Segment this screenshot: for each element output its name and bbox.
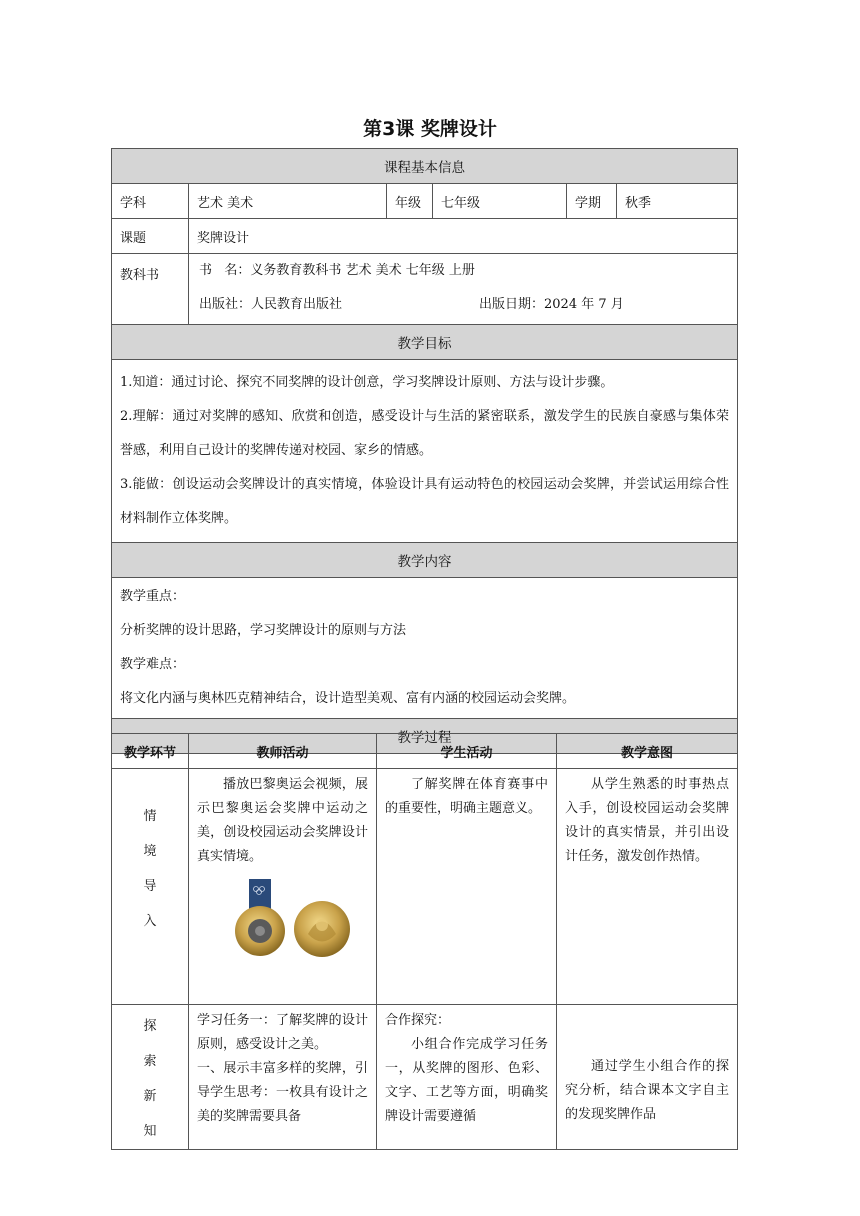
teacher-activity-intro [189, 769, 377, 1005]
stage-char: 入 [143, 914, 157, 929]
col-header-student: 学生活动 [377, 734, 557, 769]
student-activity-intro [377, 769, 557, 1005]
grade-value: 七年级 [433, 184, 567, 219]
key-points-label: 教学重点： [120, 589, 186, 604]
subject-label: 学科 [112, 184, 189, 219]
process-table [111, 733, 738, 1150]
student-label: 合作探究： [385, 1013, 451, 1028]
term-value: 秋季 [617, 184, 738, 219]
stage-char: 情 [143, 809, 157, 824]
grade-label: 年级 [387, 184, 433, 219]
book-title: 书 名：义务教育教科书 艺术 美术 七年级 上册 [199, 263, 475, 278]
teacher-text: 播放巴黎奥运会视频，展示巴黎奥运会奖牌中运动之美，创设校园运动会奖牌设计真实情境。 [197, 777, 368, 864]
difficulty-label: 教学难点： [120, 657, 186, 672]
stage-char: 新 [143, 1089, 157, 1104]
intent-text: 通过学生小组合作的探究分析，结合课本文字自主的发现奖牌作品 [565, 1059, 729, 1122]
page-title: 第3课 奖牌设计 [363, 118, 497, 140]
subject-value: 艺术 美术 [189, 184, 387, 219]
student-text: 了解奖牌在体育赛事中的重要性，明确主题意义。 [385, 777, 548, 816]
stage-char: 探 [143, 1019, 157, 1034]
lesson-plan-table [111, 148, 738, 754]
section-objectives: 教学目标 [112, 325, 738, 360]
teacher-task: 学习任务一：了解奖牌的设计原则，感受设计之美。 [197, 1013, 368, 1052]
col-header-stage: 教学环节 [112, 734, 189, 769]
intent-explore [557, 1005, 738, 1150]
student-text: 小组合作完成学习任务一，从奖牌的图形、色彩、文字、工艺等方面，明确奖牌设计需要遵循 [385, 1037, 548, 1124]
col-header-intent: 教学意图 [557, 734, 738, 769]
term-label: 学期 [567, 184, 617, 219]
section-content: 教学内容 [112, 543, 738, 578]
stage-char: 境 [143, 844, 157, 859]
stage-char: 索 [143, 1054, 157, 1069]
content-body [112, 578, 738, 719]
publisher: 出版社：人民教育出版社 [199, 297, 343, 312]
intent-text: 从学生熟悉的时事热点入手，创设校园运动会奖牌设计的真实情景，并引出设计任务，激发创作热情。 [565, 777, 729, 864]
teacher-activity-explore [189, 1005, 377, 1150]
topic-label: 课题 [112, 219, 189, 254]
key-points: 分析奖牌的设计思路，学习奖牌设计的原则与方法 [120, 623, 407, 638]
objective-item: 2.理解：通过对奖牌的感知、欣赏和创造，感受设计与生活的紧密联系，激发学生的民族自豪感与集体荣誉感，利用自己设计的奖牌传递对校园、家乡的情感。 [120, 409, 730, 458]
stage-char: 导 [143, 879, 157, 894]
student-activity-explore [377, 1005, 557, 1150]
col-header-teacher: 教师活动 [189, 734, 377, 769]
stage-intro [112, 769, 189, 1005]
objectives-list [112, 360, 738, 543]
topic-value: 奖牌设计 [189, 219, 738, 254]
book-publish-row [199, 288, 727, 322]
textbook-label: 教科书 [112, 254, 189, 325]
difficulty: 将文化内涵与奥林匹克精神结合，设计造型美观、富有内涵的校园运动会奖牌。 [120, 691, 576, 706]
stage-explore [112, 1005, 189, 1150]
textbook-info [189, 254, 738, 325]
publish-date: 出版日期：2024 年 7 月 [479, 297, 624, 312]
stage-char: 知 [143, 1124, 157, 1139]
teacher-text: 一、展示丰富多样的奖牌，引导学生思考：一枚具有设计之美的奖牌需要具备 [197, 1061, 368, 1124]
section-basic-info: 课程基本信息 [112, 149, 738, 184]
medal-image [233, 879, 353, 959]
intent-intro [557, 769, 738, 1005]
objective-item: 1.知道：通过讨论、探究不同奖牌的设计创意，学习奖牌设计原则、方法与设计步骤。 [120, 375, 614, 390]
objective-item: 3.能做：创设运动会奖牌设计的真实情境，体验设计具有运动特色的校园运动会奖牌，并尝试运用综合性材料制作立体奖牌。 [120, 477, 730, 526]
section-process: 教学过程 [112, 719, 738, 754]
